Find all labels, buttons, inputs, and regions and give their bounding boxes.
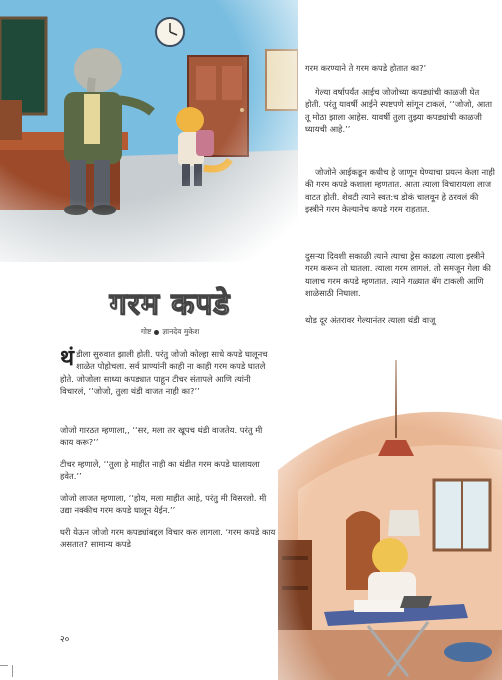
right-paragraph-5: थोड दूर अंतरावर गेल्यानंतर त्याला थंडी वाजू [305,315,436,325]
left-paragraph-2: जोजो गारठत म्हणाला,, ‘‘सर, मला तर खूपच थंडी वाजतेय. परंतु मी काय करू?’’ [60,425,263,448]
story-title: गरम कपडे [109,287,231,322]
ironing-illustration [258,360,502,680]
right-paragraph-4: दुसऱ्या दिवशी सकाळी त्याने त्याचा ड्रेस काढला त्याला इस्त्रीने गरम करून तो घातला. त्याला गरम लागलं. तो समजून गेला की यालाच गरम कपडे म्हणतात. त्याने गळ्यात बॅग टाकली आणि शाळेसाठी निघाला. [305,251,491,299]
right-paragraph-1: गरम करण्याने ते गरम कपडे होतात का?’ [305,63,427,73]
left-paragraph-1 [60,348,278,398]
story-byline [60,327,280,337]
dropcap: थं [60,346,75,371]
classroom-illustration [0,0,298,262]
bullet-icon [154,330,159,335]
right-paragraph-2: गेल्या वर्षापर्यंत आईच जोजोच्या कपड्यांची काळजी घेत होती. परंतु यावर्षी आईने स्पष्टपणे सांगून टाकलं, ‘‘जोजो, आता तू मोठा झाला आहेस. यावर्षी तुला तुझ्या कपड्यांची काळजी घ्यायची आहे.’’ [305,87,493,135]
byline-author: ज्ञानदेव मुकेश [162,327,200,336]
right-paragraph-3: जोजोने आईकडून कधीच हे जाणून घेण्याचा प्रयत्न केला नाही की गरम कपडे कशाला म्हणतात. आता त्याला विचारायला लाज वाटत होती. शेवटी त्याने स्वत:च डोकं चालवून हे ठरवलं की इस्त्रीने गरम केल्यानेच कपडे गरम राहतात. [305,167,495,215]
page-number: २० [60,635,70,645]
left-paragraph-5: घरी येऊन जोजो गरम कपड्यांबद्दल विचार करु लागला. ‘गरम कपडे काय असतात? सामान्य कपडे [60,527,276,550]
byline-genre: गोष्ट [140,327,152,336]
left-paragraph-3: टीचर म्हणाले, ‘‘तुला हे माहीत नाही का थंडीत गरम कपडे घालायला हवेत.’’ [60,459,260,482]
paragraph-text: डीला सुरुवात झाली होती. परंतु जोजो कोल्हा साधे कपडे घालूनच शाळेत पोहोचला. सर्व प्राण्यांनी काही ना काही गरम कपडे घातले होते. जोजोला साध्या कपड्यात पाहून टीचर संतापले आणि त्यांनी विचारलं, ‘‘जोजो, तुला थंडी वाजत नाही का?’’ [60,349,268,397]
crop-mark [0,665,8,666]
left-paragraph-4: जोजो लाजत म्हणाला, ‘‘होय, मला माहीत आहे, परंतु मी विसरलो. मी उद्या नक्कीच गरम कपडे घालून येईन.’’ [60,493,267,516]
crop-mark [12,665,13,677]
